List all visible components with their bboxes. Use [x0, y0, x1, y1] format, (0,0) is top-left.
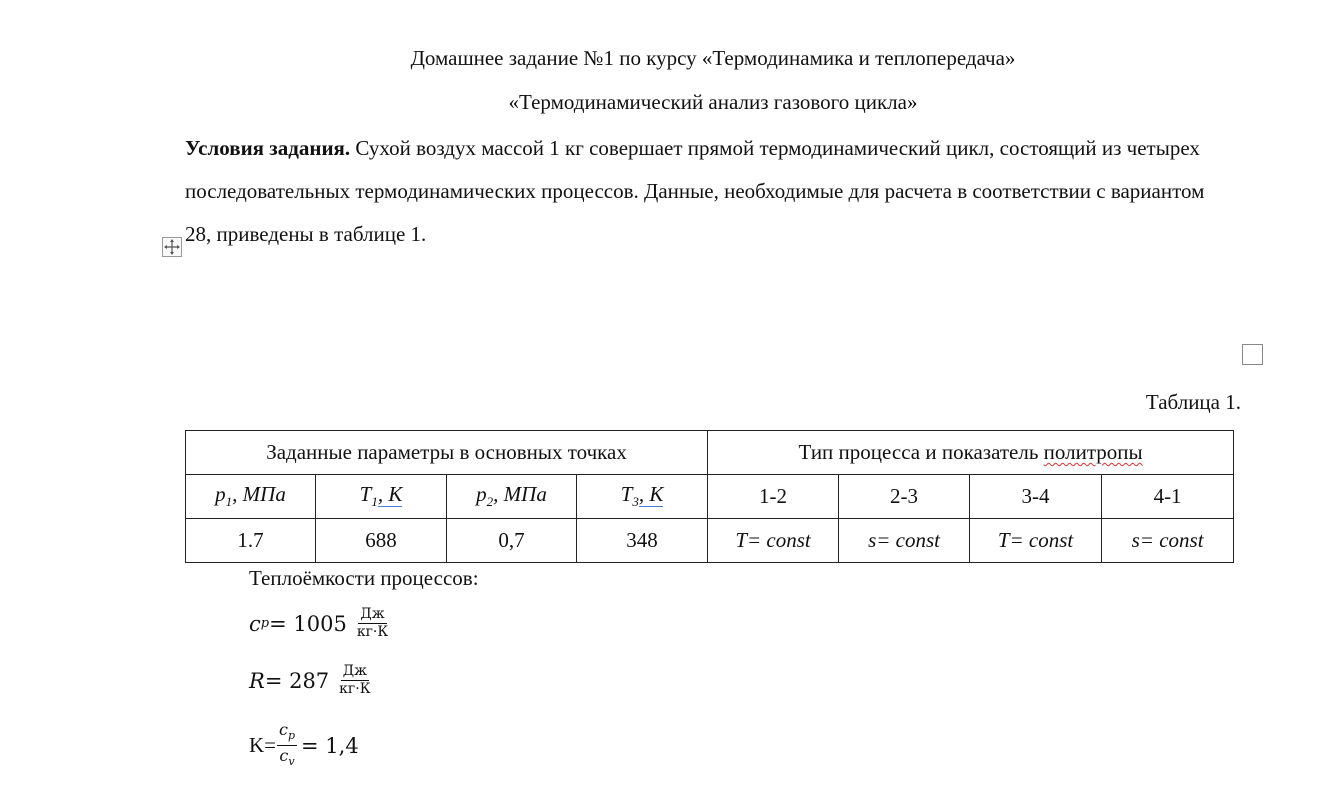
table-value-row	[186, 519, 1234, 563]
unit-fraction-cp: $\frac{Дж}{кг\cdot К}$	[356, 606, 389, 640]
value-process-4-1: s= const	[1102, 519, 1234, 563]
value-p1: 1.7	[186, 519, 316, 563]
conditions-label: Условия задания.	[185, 136, 351, 160]
k-fraction: $\frac{c_p}{c_v}$	[279, 720, 296, 769]
parameters-table	[185, 430, 1234, 563]
document-subtitle: «Термодинамический анализ газового цикла»	[508, 90, 918, 114]
group-header-params: Заданные параметры в основных точках	[186, 431, 708, 475]
header-process-4-1: 4-1	[1102, 475, 1234, 519]
document-title: Домашнее задание №1 по курсу «Термодинамика и теплопередача»	[410, 46, 1016, 70]
value-p2: 0,7	[447, 519, 577, 563]
table-resize-handle[interactable]	[1242, 344, 1263, 365]
header-process-1-2: 1-2	[708, 475, 839, 519]
value-process-1-2: T= const	[708, 519, 839, 563]
table-group-row	[186, 431, 1234, 475]
header-t3: $T_3$, К	[577, 475, 708, 519]
table-caption: Таблица 1.	[1145, 390, 1241, 414]
header-process-2-3: 2-3	[839, 475, 970, 519]
group-header-process: Тип процесса и показатель политропы	[708, 431, 1234, 475]
table-move-handle-icon[interactable]	[162, 237, 182, 257]
value-process-3-4: T= const	[970, 519, 1102, 563]
heat-capacity-label: Теплоёмкости процессов:	[249, 566, 479, 590]
header-t1: $T_1$, К	[316, 475, 447, 519]
conditions-paragraph	[185, 127, 1235, 256]
header-p2: $p_2$, МПа	[447, 475, 577, 519]
formula-cp: c p = 1005 $\frac{Дж}{кг\cdot К}$	[249, 606, 389, 640]
table-header-row	[186, 475, 1234, 519]
value-t1: 688	[316, 519, 447, 563]
formula-r: R = 287 $\frac{Дж}{кг\cdot К}$	[249, 663, 371, 697]
header-process-3-4: 3-4	[970, 475, 1102, 519]
value-process-2-3: s= const	[839, 519, 970, 563]
header-p1: $p_1$, МПа	[186, 475, 316, 519]
conditions-text: Сухой воздух массой 1 кг совершает прямой термодинамический цикл, состоящий из четырех последовательных термодинамических процессов. Данные, необходимые для расчета в соответствии с вариантом 28, приведены в таблице 1.	[185, 136, 1205, 246]
formula-k: K= $\frac{c_p}{c_v}$ = 1,4	[249, 720, 359, 771]
value-t3: 348	[577, 519, 708, 563]
spellcheck-word[interactable]: политропы	[1043, 440, 1143, 464]
unit-fraction-r: $\frac{Дж}{кг\cdot К}$	[339, 663, 371, 697]
